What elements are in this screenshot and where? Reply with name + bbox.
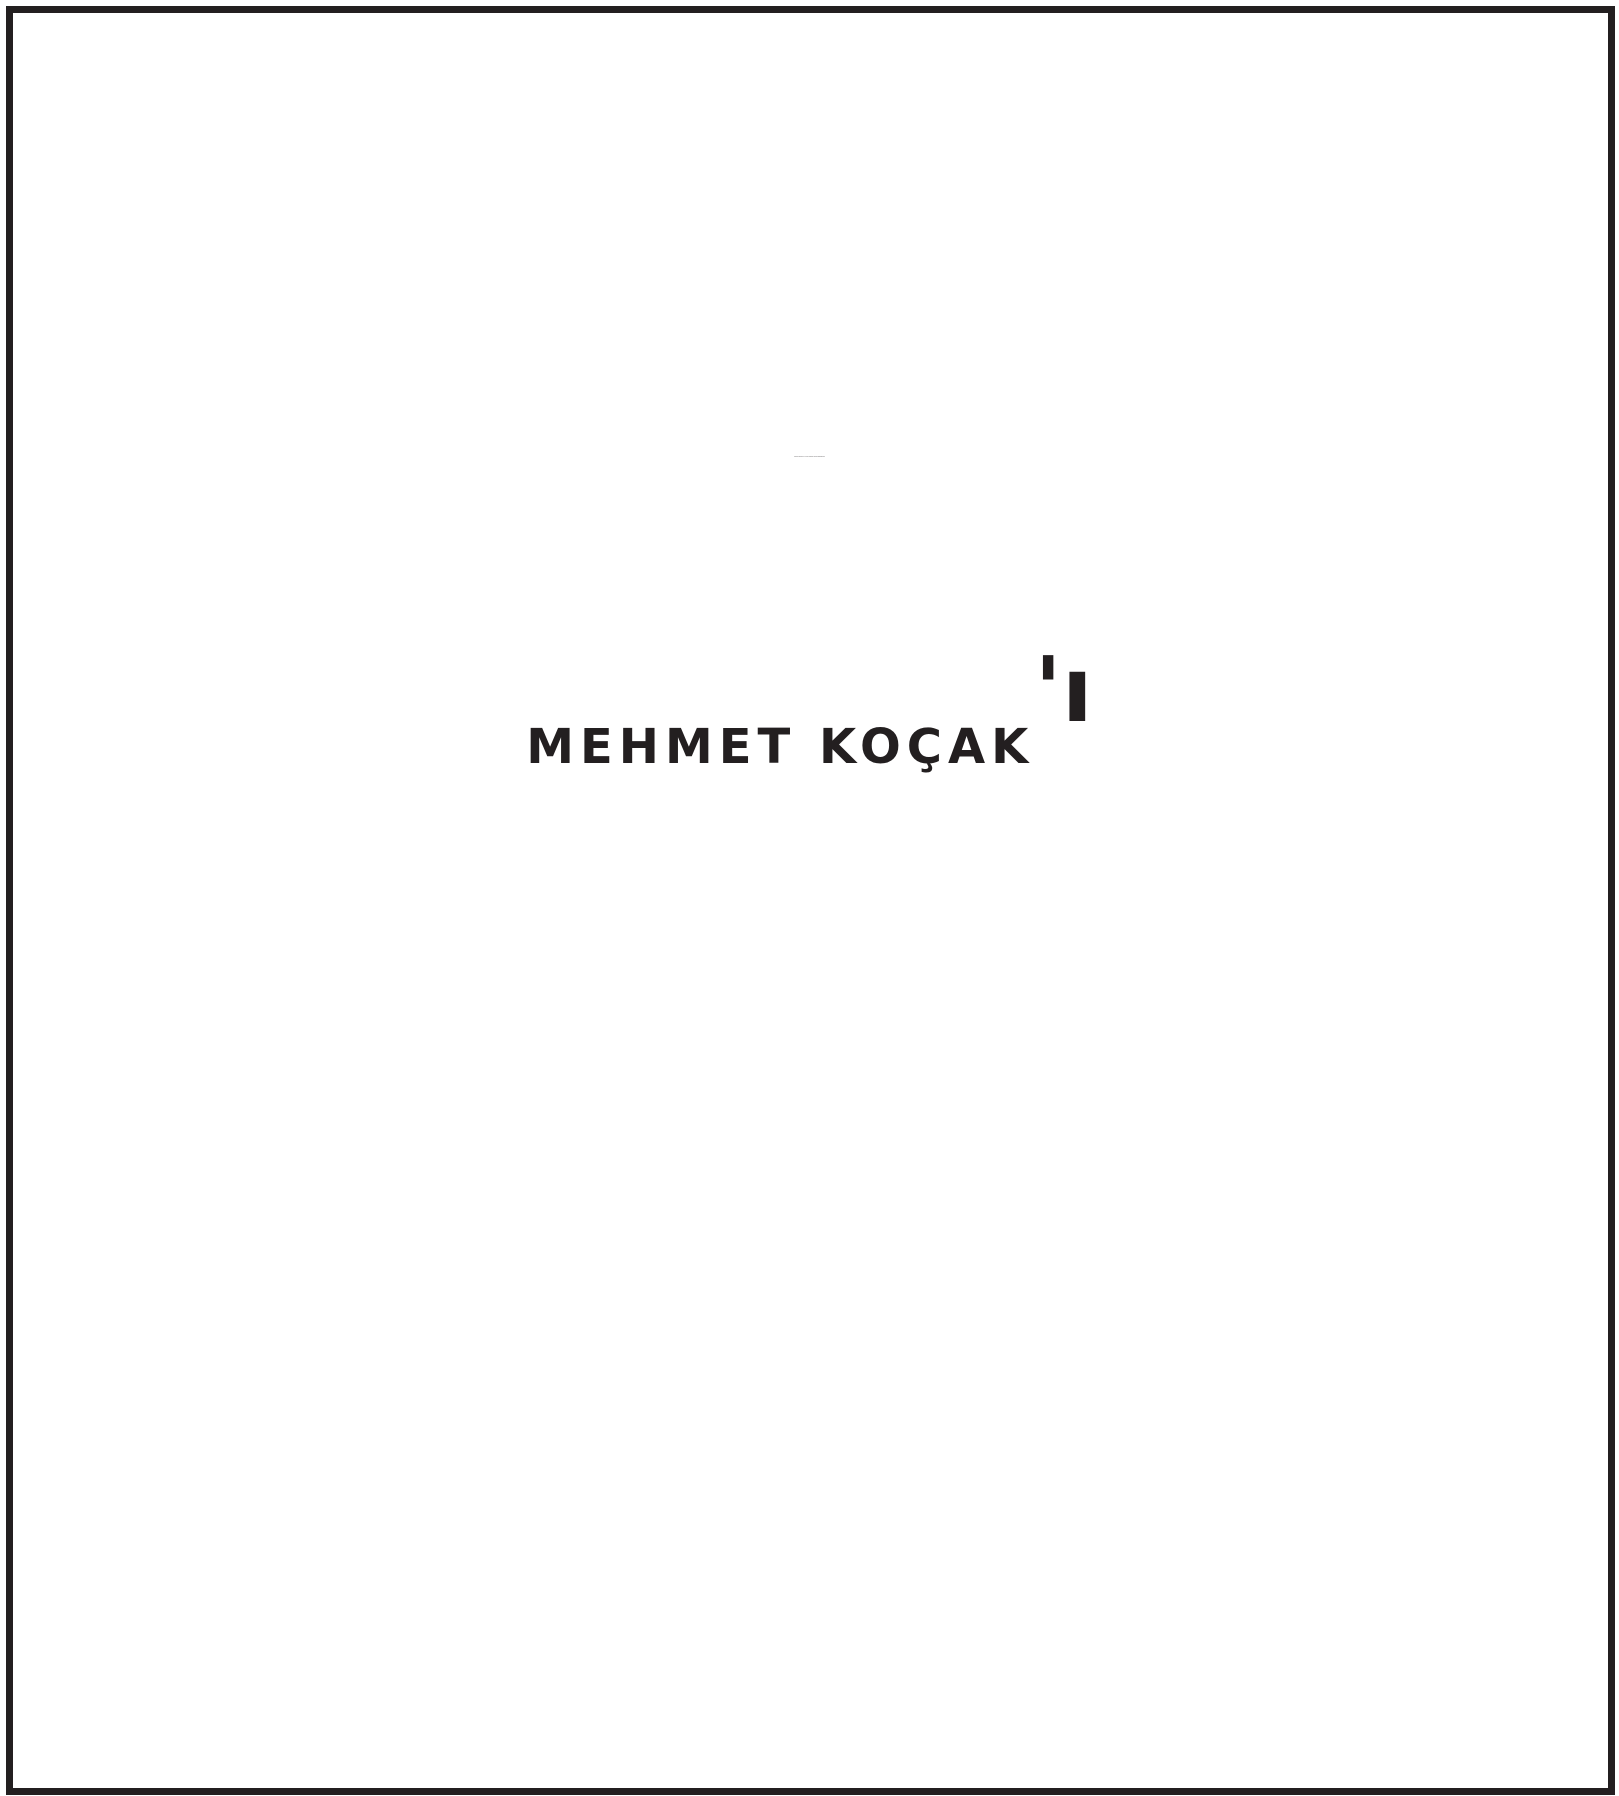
- deceased-name: MEHMET KOÇAK: [526, 719, 1035, 775]
- condolence-line-1: [0, 878, 1619, 926]
- condolence-line-2: [0, 948, 1619, 996]
- funeral-info-line-2: [0, 1234, 1619, 1280]
- signature-partners-employees: [0, 1667, 1619, 1755]
- condolence-line-3: [0, 1019, 1619, 1067]
- signature-company-group: [0, 1540, 1619, 1628]
- funeral-info-line-3: [0, 1290, 1619, 1336]
- notice-subtitle: Halıser-Halıfleks A.Ş. Eski Yönetim Kurulu Başkanımız;: [794, 457, 825, 458]
- notice-title: [0, 78, 1619, 208]
- deceased-name-line: [0, 596, 1619, 842]
- name-suffix: 'ı: [1034, 638, 1093, 743]
- funeral-info-line-1: [0, 1178, 1619, 1224]
